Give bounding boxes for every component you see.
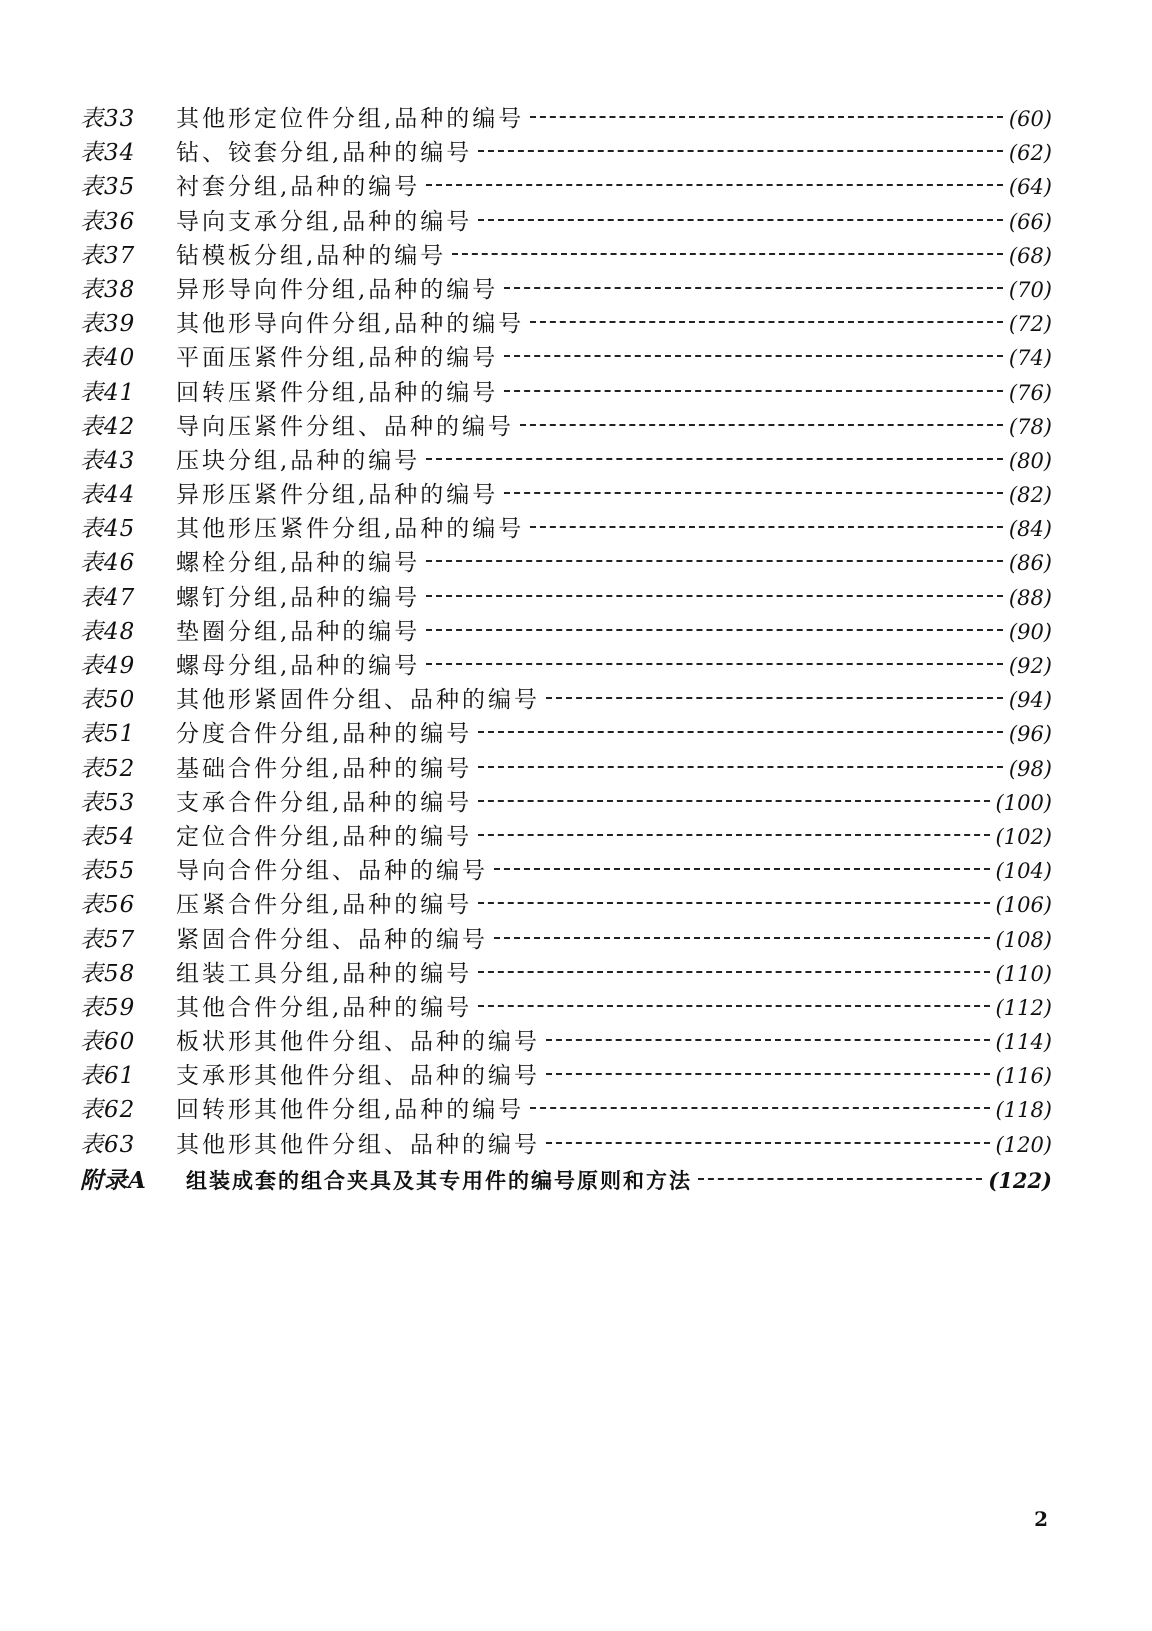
toc-entry-table-49 [80, 649, 1052, 683]
entry-label: 表55 [80, 858, 136, 885]
dash-leader [426, 184, 1003, 186]
entry-page-ref: (114) [995, 1030, 1052, 1055]
entry-page-ref: (108) [995, 927, 1052, 952]
entry-label: 表43 [80, 447, 136, 474]
toc-entry-appendix-a [80, 1164, 1052, 1198]
entry-page-ref: (94) [1008, 688, 1052, 713]
entry-label: 表62 [80, 1097, 136, 1124]
dash-leader [546, 1039, 990, 1041]
entry-title: 导向压紧件分组、品种的编号 [176, 413, 514, 440]
entry-page-ref: (64) [1008, 175, 1052, 200]
dash-leader [426, 629, 1003, 631]
toc-entry-table-37 [80, 239, 1052, 273]
toc-entry-table-55 [80, 854, 1052, 888]
entry-page-ref: (120) [995, 1132, 1052, 1157]
entry-page-ref: (84) [1008, 517, 1052, 542]
entry-title: 钻模板分组,品种的编号 [176, 242, 447, 269]
dash-leader [426, 663, 1003, 665]
toc-entry-table-62 [80, 1093, 1052, 1127]
toc-entry-table-48 [80, 615, 1052, 649]
entry-title: 钻、铰套分组,品种的编号 [176, 140, 473, 167]
toc-entry-table-45 [80, 512, 1052, 546]
entry-title: 螺母分组,品种的编号 [176, 653, 421, 679]
entry-title: 其他形紧固件分组、品种的编号 [176, 687, 540, 714]
entry-page-ref: (104) [995, 859, 1052, 884]
entry-title: 基础合件分组,品种的编号 [176, 755, 473, 782]
dash-leader [478, 150, 1003, 152]
dash-leader [520, 424, 1003, 426]
dash-leader [494, 937, 990, 939]
toc-entry-table-36 [80, 205, 1052, 239]
entry-label: 表45 [80, 516, 136, 543]
toc-entry-table-58 [80, 957, 1052, 991]
entry-title: 紧固合件分组、品种的编号 [176, 926, 488, 953]
dash-leader [478, 766, 1003, 768]
entry-title: 组装工具分组,品种的编号 [176, 960, 473, 987]
entry-title: 垫圈分组,品种的编号 [176, 618, 421, 645]
entry-title: 分度合件分组,品种的编号 [176, 721, 473, 748]
entry-title: 导向支承分组,品种的编号 [176, 208, 473, 235]
entry-title: 衬套分组,品种的编号 [176, 174, 421, 201]
entry-label: 表53 [80, 789, 136, 816]
toc-entry-table-34 [80, 136, 1052, 170]
entry-title: 其他形压紧件分组,品种的编号 [176, 516, 525, 543]
entry-title: 异形导向件分组,品种的编号 [176, 276, 499, 303]
toc-entry-table-38 [80, 273, 1052, 307]
dash-leader [530, 321, 1003, 323]
entry-title: 回转压紧件分组,品种的编号 [176, 379, 499, 406]
entry-title: 异形压紧件分组,品种的编号 [176, 482, 499, 509]
entry-page-ref: (102) [995, 824, 1052, 849]
entry-page-ref: (100) [995, 790, 1052, 815]
dash-leader [478, 971, 989, 973]
dash-leader [426, 458, 1003, 460]
entry-label: 表37 [80, 242, 136, 269]
entry-page-ref: (86) [1008, 551, 1052, 576]
entry-page-ref: (74) [1008, 346, 1052, 371]
entry-page-ref: (70) [1008, 277, 1052, 302]
entry-page-ref: (112) [995, 995, 1052, 1020]
appendix-label: 附录A [80, 1166, 147, 1194]
toc-entry-table-44 [80, 478, 1052, 512]
entry-title: 支承形其他件分组、品种的编号 [176, 1063, 540, 1090]
entry-title: 平面压紧件分组,品种的编号 [176, 345, 499, 372]
entry-page-ref: (106) [995, 893, 1052, 918]
toc-entry-table-43 [80, 444, 1052, 478]
entry-page-ref: (96) [1008, 722, 1052, 747]
entry-page-ref: (90) [1008, 619, 1052, 644]
entry-label: 表34 [80, 140, 136, 167]
entry-page-ref: (72) [1008, 312, 1052, 337]
entry-title: 压块分组,品种的编号 [176, 447, 421, 474]
entry-label: 表41 [80, 379, 136, 406]
entry-page-ref: (80) [1008, 448, 1052, 473]
dash-leader [504, 390, 1003, 392]
entry-label: 表47 [80, 584, 136, 611]
dash-leader [494, 868, 990, 870]
entry-label: 表54 [80, 823, 136, 850]
entry-title: 其他形其他件分组、品种的编号 [176, 1131, 540, 1158]
entry-title: 螺栓分组,品种的编号 [176, 550, 421, 577]
appendix-title: 组装成套的组合夹具及其专用件的编号原则和方法 [186, 1167, 692, 1193]
entry-title: 螺钉分组,品种的编号 [176, 584, 421, 611]
entry-label: 表51 [80, 721, 136, 748]
appendix-page-ref: (122) [988, 1167, 1052, 1193]
toc-entry-table-47 [80, 581, 1052, 615]
toc-entry-table-52 [80, 752, 1052, 786]
entry-title: 其他合件分组,品种的编号 [176, 994, 473, 1021]
entry-title: 支承合件分组,品种的编号 [176, 789, 473, 816]
dash-leader [504, 355, 1003, 357]
entry-page-ref: (116) [995, 1064, 1052, 1089]
dash-leader [452, 253, 1003, 255]
toc-entry-table-39 [80, 307, 1052, 341]
entry-label: 表61 [80, 1063, 136, 1090]
toc-entry-table-51 [80, 717, 1052, 751]
entry-label: 表63 [80, 1131, 136, 1158]
dash-leader [546, 697, 1003, 699]
entry-page-ref: (98) [1008, 756, 1052, 781]
dash-leader [698, 1178, 982, 1180]
toc-entry-table-57 [80, 923, 1052, 957]
entry-page-ref: (66) [1008, 209, 1052, 234]
entry-page-ref: (62) [1008, 141, 1052, 166]
entry-label: 表36 [80, 208, 136, 235]
dash-leader [546, 1073, 990, 1075]
entry-title: 压紧合件分组,品种的编号 [176, 892, 473, 919]
entry-label: 表49 [80, 653, 136, 679]
dash-leader [478, 1005, 989, 1007]
entry-label: 表38 [80, 276, 136, 303]
dash-leader [478, 219, 1003, 221]
entry-title: 导向合件分组、品种的编号 [176, 858, 488, 885]
entry-label: 表39 [80, 311, 136, 338]
toc-entry-table-61 [80, 1059, 1052, 1093]
entry-page-ref: (60) [1008, 107, 1052, 131]
toc-entry-table-53 [80, 786, 1052, 820]
toc-entry-table-35 [80, 170, 1052, 204]
entry-page-ref: (88) [1008, 585, 1052, 610]
dash-leader [478, 834, 989, 836]
toc-entry-table-50 [80, 683, 1052, 717]
dash-leader [504, 492, 1003, 494]
entry-page-ref: (118) [995, 1098, 1052, 1123]
dash-leader [530, 116, 1003, 118]
entry-label: 表40 [80, 345, 136, 372]
toc-entry-table-60 [80, 1025, 1052, 1059]
toc-entry-table-42 [80, 410, 1052, 444]
entry-title: 板状形其他件分组、品种的编号 [176, 1029, 540, 1056]
toc-entry-table-59 [80, 991, 1052, 1025]
entry-label: 表35 [80, 174, 136, 201]
entry-label: 表60 [80, 1029, 136, 1056]
dash-leader [530, 526, 1003, 528]
dash-leader [546, 1142, 990, 1144]
entry-label: 表44 [80, 482, 136, 509]
toc-entry-table-46 [80, 546, 1052, 580]
entry-title: 其他形定位件分组,品种的编号 [176, 106, 525, 132]
toc-entry-table-41 [80, 376, 1052, 410]
entry-page-ref: (78) [1008, 414, 1052, 439]
dash-leader [426, 595, 1003, 597]
entry-page-ref: (76) [1008, 380, 1052, 405]
dash-leader [426, 560, 1003, 562]
toc-entry-table-54 [80, 820, 1052, 854]
entry-title: 回转形其他件分组,品种的编号 [176, 1097, 525, 1124]
toc-entry-table-33 [80, 102, 1052, 136]
entry-label: 表33 [80, 106, 136, 132]
entry-title: 定位合件分组,品种的编号 [176, 823, 473, 850]
toc-entry-table-56 [80, 888, 1052, 922]
dash-leader [478, 800, 989, 802]
page-number: 2 [1034, 1507, 1048, 1531]
entry-label: 表59 [80, 994, 136, 1021]
entry-label: 表56 [80, 892, 136, 919]
entry-page-ref: (92) [1008, 654, 1052, 678]
entry-page-ref: (68) [1008, 243, 1052, 268]
table-of-contents [80, 102, 1052, 1198]
toc-entry-table-40 [80, 341, 1052, 375]
entry-label: 表52 [80, 755, 136, 782]
entry-page-ref: (110) [995, 961, 1052, 986]
entry-label: 表57 [80, 926, 136, 953]
dash-leader [478, 902, 989, 904]
entry-title: 其他形导向件分组,品种的编号 [176, 311, 525, 338]
entry-label: 表48 [80, 618, 136, 645]
entry-label: 表46 [80, 550, 136, 577]
entry-label: 表58 [80, 960, 136, 987]
dash-leader [478, 731, 1003, 733]
dash-leader [504, 287, 1003, 289]
toc-entry-table-63 [80, 1128, 1052, 1162]
dash-leader [530, 1107, 989, 1109]
entry-page-ref: (82) [1008, 483, 1052, 508]
entry-label: 表50 [80, 687, 136, 714]
entry-label: 表42 [80, 413, 136, 440]
